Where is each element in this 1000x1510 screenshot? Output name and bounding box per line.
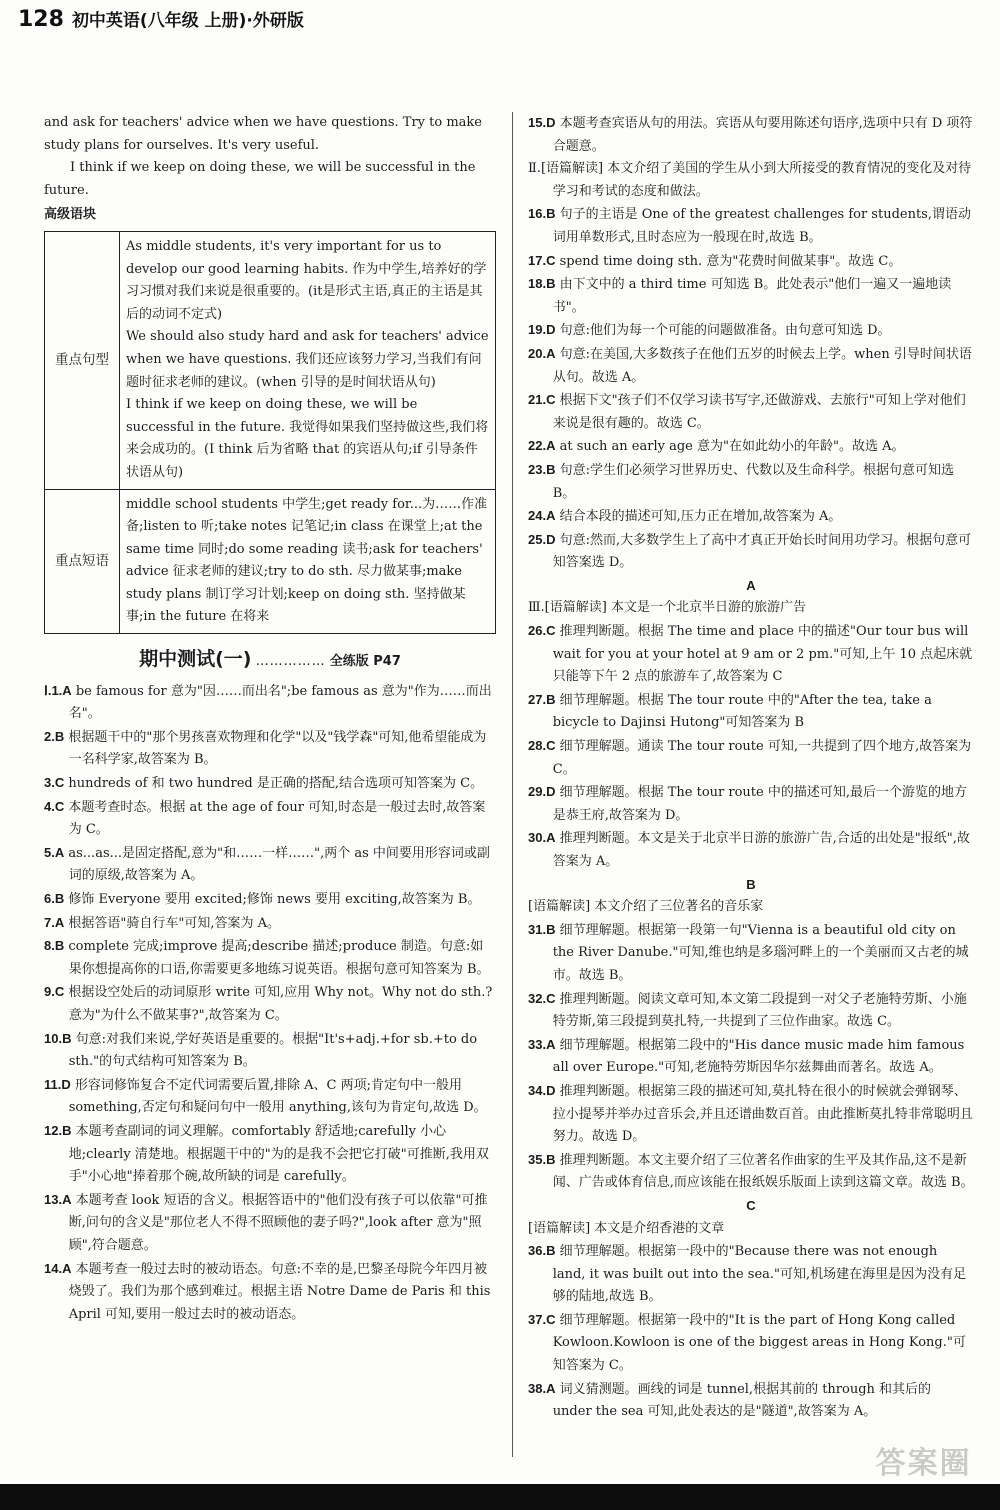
section-ref: 全练版 P47 xyxy=(329,654,401,670)
row-label: 重点短语 xyxy=(45,489,120,634)
answer-item xyxy=(528,1080,974,1149)
answer-item xyxy=(528,203,974,249)
answer-item xyxy=(528,319,974,343)
row-content xyxy=(120,231,496,489)
answer-item xyxy=(528,919,974,988)
answer-key: 18.B xyxy=(528,276,556,292)
answer-item xyxy=(528,620,974,689)
row-content: middle school students 中学生;get ready for...为……作准备;listen to 听;take notes 记笔记;in class 在课堂上;at the same time 同时;do some reading 读书;ask for teachers' advice 征求老师的建议;try to do sth. 尽力做某事;make study plans 制订学习计划;keep on doing sth. 坚持做某事;in the future 在将来 xyxy=(120,489,496,634)
answer-key: 9.C xyxy=(44,984,65,1000)
answer-explanation: 本题考查时态。根据 at the age of four 可知,时态是一般过去时,故答案为 C。 xyxy=(68,799,486,838)
answer-item xyxy=(44,1074,496,1120)
answer-key: 16.B xyxy=(528,206,556,222)
answer-explanation: 细节理解题。根据 The tour route 中的描述可知,最后一个游览的地方是恭王府,故答案为 D。 xyxy=(552,785,967,823)
answer-item xyxy=(44,1189,496,1258)
answer-key: 12.B xyxy=(44,1122,72,1138)
essay-paragraph: and ask for teachers' advice when we have questions. Try to make study plans for ourselves. It's very useful. xyxy=(44,115,482,153)
section-dots: …………… xyxy=(255,654,326,670)
answer-key: Ⅰ.1.A xyxy=(44,682,72,698)
right-column xyxy=(528,112,974,1424)
watermark-text: 答案圈 xyxy=(875,1446,972,1481)
answer-item xyxy=(528,1378,974,1424)
answer-explanation: 推理判断题。阅读文章可知,本文第二段提到一对父子老施特劳斯、小施特劳斯,第三段提到莫扎特,一共提到了三位作曲家。故选 C。 xyxy=(552,991,967,1030)
answer-key: 2.B xyxy=(44,728,65,744)
answer-list xyxy=(44,680,496,1327)
reading-intro: Ⅱ.[语篇解读] 本文介绍了美国的学生从小到大所接受的教育情况的变化及对待学习和考试的态度和做法。 xyxy=(528,161,972,199)
answer-explanation: 细节理解题。根据第一段第一句"Vienna is a beautiful old city on the River Danube."可知,维也纳是多瑙河畔上的一个美丽而又古老的城市。故选 B。 xyxy=(552,922,969,983)
answer-key: 19.D xyxy=(528,322,556,338)
bottom-bar xyxy=(0,1484,1000,1510)
answer-explanation: 句意:在美国,大多数孩子在他们五岁的时候去上学。when 引导时间状语从句。故选 A。 xyxy=(552,346,972,385)
answer-explanation: spend time doing sth. 意为"花费时间做某事"。故选 C。 xyxy=(559,253,902,269)
answer-item xyxy=(528,273,974,319)
answer-key: 6.B xyxy=(44,891,65,906)
answer-key: 26.C xyxy=(528,623,556,639)
answer-key: 23.B xyxy=(528,461,556,477)
answer-explanation: 修饰 Everyone 要用 excited;修饰 news 要用 exciting,故答案为 B。 xyxy=(68,892,481,907)
reading-intro: [语篇解读] 本文介绍了三位著名的音乐家 xyxy=(528,899,764,915)
answer-explanation: 结合本段的描述可知,压力正在增加,故答案为 A。 xyxy=(559,509,842,525)
book-title: 初中英语(八年级 上册)·外研版 xyxy=(71,11,304,31)
answer-item xyxy=(528,389,974,435)
answer-explanation: 句意:然而,大多数学生上了高中才真正开始长时间用功学习。根据句意可知答案选 D。 xyxy=(552,532,972,571)
answer-key: 25.D xyxy=(528,531,556,547)
row-label: 重点句型 xyxy=(45,231,120,489)
answer-item xyxy=(528,689,974,735)
answer-explanation: 根据题干中的"那个男孩喜欢物理和化学"以及"钱学森"可知,他希望能成为一名科学家,故答案为 B。 xyxy=(68,729,487,768)
answer-item xyxy=(528,1034,974,1080)
answer-key: 8.B xyxy=(44,938,65,954)
answer-item xyxy=(528,112,974,158)
answer-item xyxy=(528,1240,974,1309)
answer-list xyxy=(528,919,974,1195)
answer-key: 31.B xyxy=(528,921,556,937)
answer-key: 28.C xyxy=(528,738,556,754)
table-row xyxy=(45,489,496,634)
answer-item xyxy=(44,935,496,981)
answer-explanation: 根据设空处后的动词原形 write 可知,应用 Why not。Why not do sth.? 意为"为什么不做某事?",故答案为 C。 xyxy=(68,985,493,1023)
answer-item xyxy=(44,726,496,772)
answer-item xyxy=(528,988,974,1034)
answer-key: 33.A xyxy=(528,1036,556,1052)
answer-key: 35.B xyxy=(528,1151,556,1167)
answer-item xyxy=(528,529,974,575)
section-heading xyxy=(44,648,496,674)
answer-explanation: 推理判断题。本文是关于北京半日游的旅游广告,合适的出处是"报纸",故答案为 A。 xyxy=(552,831,970,869)
answer-key: 29.D xyxy=(528,784,556,800)
answer-explanation: as...as...是固定搭配,意为"和……一样……",两个 as 中间要用形容词或副词的原级,故答案为 A。 xyxy=(68,845,490,884)
answer-item xyxy=(528,735,974,781)
block-title: 高级语块 xyxy=(44,207,97,223)
answer-item xyxy=(44,1028,496,1074)
answer-item xyxy=(528,435,974,459)
answer-item xyxy=(528,459,974,505)
answer-explanation: 细节理解题。通读 The tour route 可知,一共提到了四个地方,故答案为 C。 xyxy=(552,739,972,777)
answer-explanation: 推理判断题。根据 The time and place 中的描述"Our tour bus will wait for you at your hotel at 9 am or 2 pm."可知,上午 10 点起床就只能等下午 2 点的旅游车了,故答案为 C xyxy=(552,624,973,685)
passage-letter: C xyxy=(746,1197,756,1213)
answer-item xyxy=(528,1149,974,1195)
answer-explanation: 句子的主语是 One of the greatest challenges for students,谓语动词用单数形式,且时态应为一般现在时,故选 B。 xyxy=(552,207,971,245)
answer-explanation: complete 完成;improve 提高;describe 描述;produce 制造。句意:如果你想提高你的口语,你需要更多地练习说英语。根据句意可知答案为 B。 xyxy=(68,939,490,977)
answer-item xyxy=(528,827,974,873)
page-number: 128 xyxy=(18,7,64,32)
passage-letter: B xyxy=(746,876,756,892)
answer-item xyxy=(44,796,496,842)
answer-explanation: 由下文中的 a third time 可知选 B。此处表示"他们一遍又一遍地读书"。 xyxy=(552,277,952,315)
answer-item xyxy=(44,772,496,796)
answer-explanation: 本题考查副词的词义理解。comfortably 舒适地;carefully 小心地;clearly 清楚地。根据题干中的"为的是我不会把它打破"可推断,我用双手"小心地"捧着那个碗,故所缺的词是 carefully。 xyxy=(68,1123,489,1185)
answer-key: 20.A xyxy=(528,345,556,361)
answer-list xyxy=(528,1240,974,1424)
answer-explanation: 推理判断题。根据第三段的描述可知,莫扎特在很小的时候就会弹钢琴、拉小提琴并举办过音乐会,并且还谱曲数百首。由此推断莫扎特非常聪明且努力。故选 D。 xyxy=(552,1083,973,1145)
answer-item xyxy=(44,1258,496,1327)
answer-explanation: 本题考查一般过去时的被动语态。句意:不幸的是,巴黎圣母院今年四月被烧毁了。我们为那个感到难过。根据主语 Notre Dame de Paris 和 this April 可知,要用一般过去时的被动语态。 xyxy=(68,1261,491,1322)
page-header xyxy=(18,6,304,36)
answer-key: 30.A xyxy=(528,830,556,846)
answer-item xyxy=(44,842,496,888)
answer-explanation: 句意:对我们来说,学好英语是重要的。根据"It's+adj.+for sb.+to do sth."的句式结构可知答案为 B。 xyxy=(68,1031,478,1070)
answer-list xyxy=(528,203,974,575)
answer-key: 22.A xyxy=(528,438,556,454)
answer-explanation: 推理判断题。本文主要介绍了三位著名作曲家的生平及其作品,这不是新闻、广告或体育信息,而应该能在报纸娱乐版面上读到这篇文章。故选 B。 xyxy=(552,1152,974,1191)
answer-item xyxy=(44,1120,496,1189)
answer-explanation: 细节理解题。根据第二段中的"His dance music made him famous all over Europe."可知,老施特劳斯因华尔兹舞曲而著名。故选 A。 xyxy=(552,1037,965,1076)
answer-explanation: 细节理解题。根据 The tour route 中的"After the tea, take a bicycle to Dajinsi Hutong"可知答案为 B xyxy=(552,692,932,731)
answer-key: 38.A xyxy=(528,1380,556,1396)
answer-explanation: 根据答语"骑自行车"可知,答案为 A。 xyxy=(68,915,280,931)
answer-item xyxy=(528,343,974,389)
answer-item xyxy=(44,912,496,936)
passage-letter: A xyxy=(746,577,756,593)
answer-key: 21.C xyxy=(528,392,556,408)
answer-item xyxy=(528,250,974,274)
section-title: 期中测试(一) xyxy=(139,648,252,671)
essay-paragraph: I think if we keep on doing these, we will be successful in the future. xyxy=(44,160,476,198)
answer-key: 37.C xyxy=(528,1311,556,1327)
answer-explanation: 本题考查宾语从句的用法。宾语从句要用陈述句语序,选项中只有 D 项符合题意。 xyxy=(552,116,973,154)
answer-explanation: 句意:他们为每一个可能的问题做准备。由句意可知选 D。 xyxy=(559,323,891,339)
key-points-table xyxy=(44,231,496,634)
answer-item xyxy=(44,888,496,912)
answer-explanation: at such an early age 意为"在如此幼小的年龄"。故选 A。 xyxy=(559,439,905,455)
answer-item xyxy=(528,505,974,529)
answer-key: 34.D xyxy=(528,1082,556,1098)
answer-key: 10.B xyxy=(44,1030,72,1046)
answer-key: 13.A xyxy=(44,1191,72,1207)
answer-key: 36.B xyxy=(528,1243,556,1259)
answer-key: 3.C xyxy=(44,775,65,791)
answer-explanation: hundreds of 和 two hundred 是正确的搭配,结合选项可知答案为 C。 xyxy=(68,776,484,792)
answer-item xyxy=(528,1309,974,1378)
answer-explanation: 词义猜测题。画线的词是 tunnel,根据其前的 through 和其后的 under the sea 可知,此处表达的是"隧道",故答案为 A。 xyxy=(552,1381,932,1420)
answer-key: 24.A xyxy=(528,508,556,524)
key-sentences: As middle students, it's very important for us to develop our good learning habits. 作为中学生,培养好的学习习惯对我们来说是很重要的。(it是形式主语,真正的主语是其后的动词不定式) We should also study hard and ask for teachers' advice when we have questions. 我们还应该努力学习,当我们有问题时征求老师的建议。(when 引导的是时间状语从句) I think if we keep on doing these, we will be successful in the future. 我觉得如果我们坚持做这些,我们将来会成功的。(I think 后为省略 that 的宾语从句;if 引导条件状语从句) xyxy=(126,238,489,480)
answer-key: 27.B xyxy=(528,691,556,707)
answer-key: 7.A xyxy=(44,914,65,930)
answer-key: 15.D xyxy=(528,115,556,130)
answer-explanation: 句意:学生们必须学习世界历史、代数以及生命科学。根据句意可知选 B。 xyxy=(552,462,954,501)
answer-key: 32.C xyxy=(528,990,556,1006)
reading-intro: Ⅲ.[语篇解读] 本文是一个北京半日游的旅游广告 xyxy=(528,600,806,616)
answer-item xyxy=(44,981,496,1027)
answer-explanation: 根据下文"孩子们不仅学习读书写字,还做游戏、去旅行"可知上学对他们来说是很有趣的。故选 C。 xyxy=(552,393,966,431)
column-divider xyxy=(512,112,513,1457)
answer-explanation: 细节理解题。根据第一段中的"Because there was not enough land, it was built out into the sea."可知,机场建在海里是因为没有足够的陆地,故选 B。 xyxy=(552,1244,967,1305)
left-column xyxy=(44,112,496,1326)
answer-explanation: 细节理解题。根据第一段中的"It is the part of Hong Kong called Kowloon.Kowloon is one of the biggest areas in Hong Kong."可知答案为 C。 xyxy=(552,1312,966,1374)
answer-list xyxy=(528,112,974,158)
answer-key: 14.A xyxy=(44,1260,72,1276)
answer-key: 17.C xyxy=(528,252,556,268)
answer-item xyxy=(528,781,974,827)
answer-explanation: 形容词修饰复合不定代词需要后置,排除 A、C 两项;肯定句中一般用 something,否定句和疑问句中一般用 anything,该句为肯定句,故选 D。 xyxy=(68,1077,487,1116)
reading-intro: [语篇解读] 本文是介绍香港的文章 xyxy=(528,1220,725,1236)
answer-explanation: be famous for 意为"因……而出名";be famous as 意为"作为……而出名"。 xyxy=(68,683,492,722)
answer-item xyxy=(44,680,496,726)
answer-key: 11.D xyxy=(44,1076,71,1092)
answer-key: 5.A xyxy=(44,844,65,860)
answer-explanation: 本题考查 look 短语的含义。根据答语中的"他们没有孩子可以依靠"可推断,问句的含义是"那位老人不得不照顾他的妻子吗?",look after 意为"照顾",符合题意。 xyxy=(68,1192,488,1253)
answer-list xyxy=(528,620,974,874)
table-row xyxy=(45,231,496,489)
answer-key: 4.C xyxy=(44,798,65,814)
